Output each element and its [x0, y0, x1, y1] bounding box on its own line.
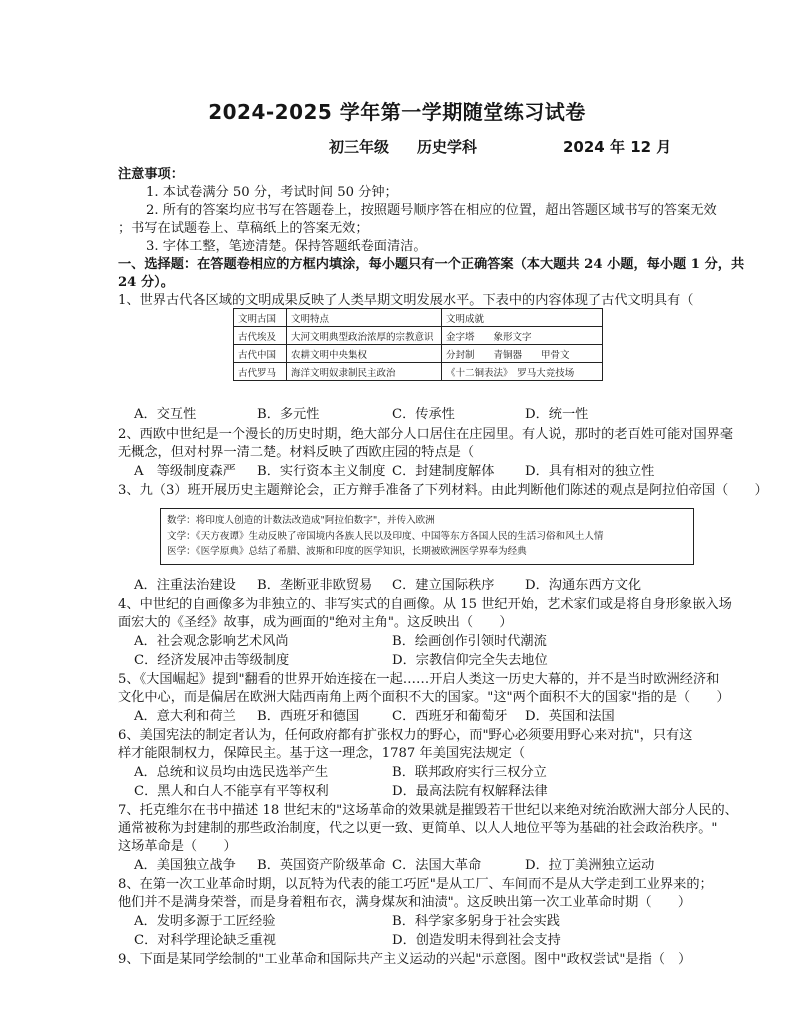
- question-4-line-1: 4、中世纪的自画像多为非独立的、非写实式的自画像。从 15 世纪开始，艺术家们或是将自身形象嵌入场: [118, 597, 732, 612]
- q6-option-c: C．黑人和白人不能享有平等权利: [134, 784, 329, 799]
- subject-label: 历史学科: [417, 138, 478, 156]
- q4-option-a: A．社会观念影响艺术风尚: [134, 634, 289, 649]
- question-5-line-2: 文化中心，而是偏居在欧洲大陆西南角上两个面积不大的国家。"这"两个面积不大的国家"指的是（ ）: [118, 690, 730, 705]
- q1-option-b: B．多元性: [257, 407, 320, 422]
- q8-option-b: B．科学家多躬身于社会实践: [392, 914, 560, 929]
- table-cell: 古代罗马: [234, 363, 287, 381]
- civilization-table: [233, 308, 603, 381]
- q2-option-b: B．实行资本主义制度: [257, 464, 386, 479]
- page-title: 2024-2025 学年第一学期随堂练习试卷: [208, 100, 586, 124]
- q5-option-b: B．西班牙和德国: [257, 709, 360, 724]
- question-8-line-1: 8、在第一次工业革命时期，以瓦特为代表的能工巧匠"是从工厂、车间而不是从大学走到工业界来的；: [118, 877, 713, 892]
- q3-option-c: C．建立国际秩序: [392, 578, 495, 593]
- q3-option-a: A．注重法治建设: [134, 578, 236, 593]
- question-6-line-1: 6、美国宪法的制定者认为，任何政府都有扩张权力的野心，而"野心必须要用野心来对抗"，只有这: [118, 728, 693, 743]
- table-cell: 古代中国: [234, 345, 287, 363]
- material-box: [160, 508, 694, 565]
- table-header-cell: 文明成就: [442, 309, 603, 327]
- q8-option-a: A．发明多源于工匠经验: [134, 914, 276, 929]
- q3-option-b: B．垄断亚非欧贸易: [257, 578, 373, 593]
- q1-option-d: D．统一性: [525, 407, 589, 422]
- question-7-line-1: 7、托克维尔在书中描述 18 世纪末的"这场革命的效果就是摧毁若干世纪以来绝对统治欧洲大部分人民的、: [118, 803, 738, 818]
- q6-option-a: A．总统和议员均由选民选举产生: [134, 765, 329, 780]
- q7-option-c: C．法国大革命: [392, 858, 482, 873]
- table-cell: 大河文明典型政治浓厚的宗教意识: [287, 327, 442, 345]
- section-heading: 一、选择题：在答题卷相应的方框内填涂，每小题只有一个正确答案（本大题共 24 小题，每小题 1 分，共: [118, 257, 745, 272]
- material-line: 数学：将印度人创造的计数法改造成"阿拉伯数字"，并传入欧洲: [167, 515, 435, 526]
- table-cell: 农耕文明中央集权: [287, 345, 442, 363]
- q5-option-c: C．西班牙和葡萄牙: [392, 709, 508, 724]
- question-3-stem: 3、九（3）班开展历史主题辩论会，正方辩手准备了下列材料。由此判断他们陈述的观点是阿拉伯帝国（ ）: [118, 483, 768, 498]
- table-cell: 《十二铜表法》 罗马大竞技场: [442, 363, 603, 381]
- q7-option-b: B．英国资产阶级革命: [257, 858, 386, 873]
- table-header-row: [234, 309, 603, 327]
- question-7-line-3: 这场革命是（ ）: [118, 839, 237, 854]
- notice-item-2-cont: ；书写在试题卷上、草稿纸上的答案无效；: [118, 221, 369, 236]
- notice-item-1: 1. 本试卷满分 50 分，考试时间 50 分钟；: [146, 185, 398, 200]
- material-line: 文学：《天方夜谭》生动反映了帝国境内各族人民以及印度、中国等东方各国人民的生活习俗和风土人情: [167, 530, 604, 542]
- table-header-cell: 文明古国: [234, 309, 287, 327]
- table-row: [234, 345, 603, 363]
- q6-option-d: D．最高法院有权解释法律: [392, 784, 548, 799]
- q4-option-b: B．绘画创作引领时代潮流: [392, 634, 547, 649]
- q7-option-d: D．拉丁美洲独立运动: [525, 858, 655, 873]
- q1-option-a: A．交互性: [134, 407, 197, 422]
- table-cell: 金字塔 象形文字: [442, 327, 603, 345]
- q7-option-a: A．美国独立战争: [134, 858, 236, 873]
- q1-option-c: C．传承性: [392, 407, 455, 422]
- question-1-stem: 1、世界古代各区域的文明成果反映了人类早期文明发展水平。下表中的内容体现了古代文明具有（: [118, 293, 694, 308]
- table-header-cell: 文明特点: [287, 309, 442, 327]
- q2-option-a: A 等级制度森严: [134, 464, 236, 479]
- notice-item-2: 2. 所有的答案均应书写在答题卷上，按照题号顺序答在相应的位置，超出答题区域书写的答案无效: [146, 203, 717, 218]
- section-heading-cont: 24 分）。: [118, 275, 174, 290]
- table-cell: 海洋文明奴隶制民主政治: [287, 363, 442, 381]
- q4-option-d: D．宗教信仰完全失去地位: [392, 653, 548, 668]
- question-7-line-2: 通常被称为封建制的那些政治制度，代之以更一致、更简单、以人人地位平等为基础的社会政治秩序。": [118, 821, 718, 836]
- grade-label: 初三年级: [329, 138, 390, 156]
- question-2-line-2: 无概念，但对村界一清二楚。材料反映了西欧庄园的特点是（: [118, 445, 475, 460]
- table-cell: 古代埃及: [234, 327, 287, 345]
- material-line: 医学：《医学原典》总结了希腊、波斯和印度的医学知识，长期被欧洲医学界奉为经典: [167, 546, 527, 557]
- table-row: [234, 363, 603, 381]
- q3-option-d: D．沟通东西方文化: [525, 578, 642, 593]
- table-cell: 分封制 青铜器 甲骨文: [442, 345, 603, 363]
- notice-item-3: 3. 字体工整，笔迹清楚。保持答题纸卷面清洁。: [146, 239, 427, 254]
- q8-option-d: D．创造发明未得到社会支持: [392, 933, 561, 948]
- q2-option-c: C．封建制度解体: [392, 464, 495, 479]
- q5-option-d: D．英国和法国: [525, 709, 615, 724]
- q4-option-c: C．经济发展冲击等级制度: [134, 653, 290, 668]
- question-4-line-2: 面宏大的《圣经》故事，成为画面的"绝对主角"。这反映出（ ）: [118, 615, 513, 630]
- q5-option-a: A．意大利和荷兰: [134, 709, 236, 724]
- question-8-line-2: 他们并不是满身荣誉，而是身着粗布衣，满身煤灰和油渍"。这反映出第一次工业革命时期（ ）: [118, 895, 692, 910]
- q2-option-d: D．具有相对的独立性: [525, 464, 655, 479]
- q8-option-c: C．对科学理论缺乏重视: [134, 933, 276, 948]
- question-5-line-1: 5、《大国崛起》提到"翻看的世界开始连接在一起……开启人类这一历史大幕的，并不是当时欧洲经济和: [118, 672, 720, 687]
- question-9-stem: 9、下面是某同学绘制的"工业革命和国际共产主义运动的兴起"示意图。图中"政权尝试"是指（ ）: [118, 952, 692, 967]
- q6-option-b: B．联邦政府实行三权分立: [392, 765, 547, 780]
- question-2-line-1: 2、西欧中世纪是一个漫长的历史时期，绝大部分人口居住在庄园里。有人说，那时的老百姓可能对国界毫: [118, 427, 734, 442]
- table-row: [234, 327, 603, 345]
- date-label: 2024 年 12 月: [563, 138, 672, 156]
- question-6-line-2: 样才能限制权力，保障民主。基于这一理念，1787 年美国宪法规定（: [118, 746, 526, 761]
- notice-heading: 注意事项：: [118, 167, 184, 182]
